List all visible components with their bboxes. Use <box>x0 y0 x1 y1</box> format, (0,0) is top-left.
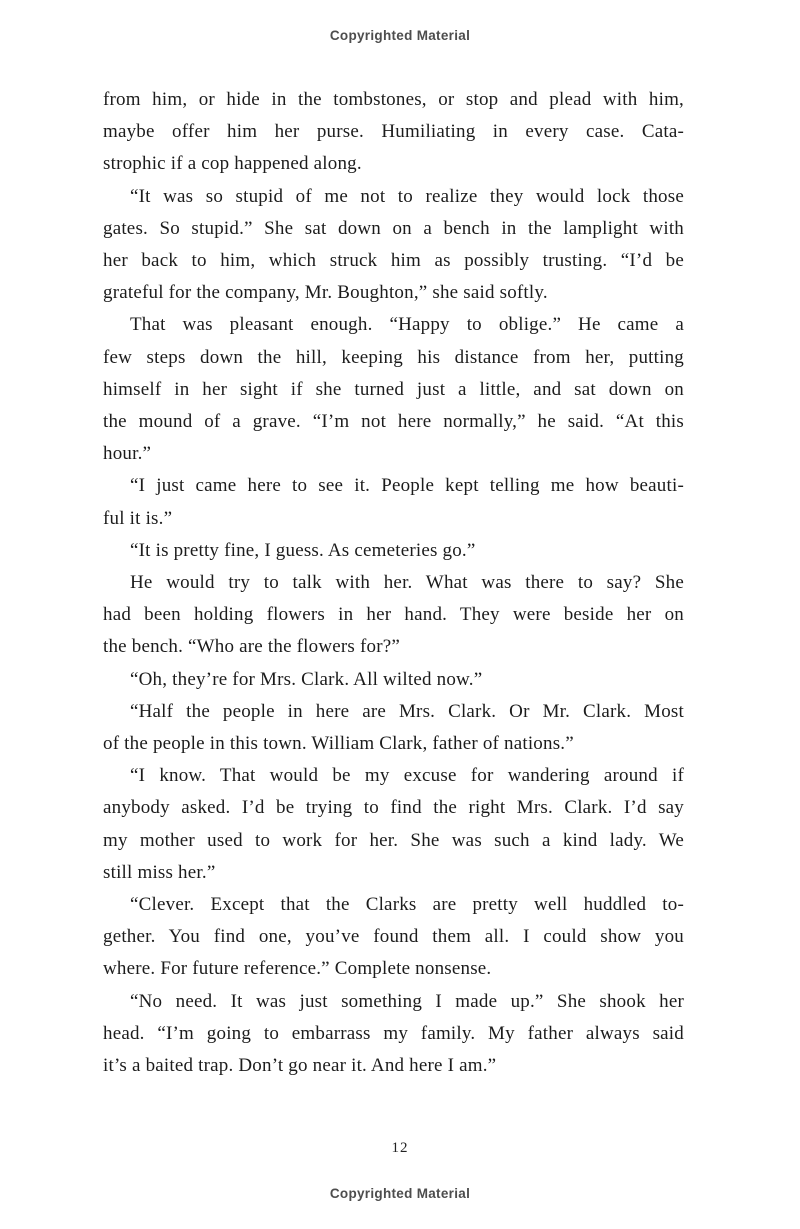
text-line: strophic if a cop happened along. <box>103 153 362 175</box>
text-line: He would try to talk with her. What was there to say? She <box>130 572 684 594</box>
text-line: my mother used to work for her. She was such a kind lady. We <box>103 829 684 851</box>
paragraph <box>103 664 684 696</box>
paragraph <box>103 535 684 567</box>
paragraph <box>103 567 684 664</box>
text-line: “I just came here to see it. People kept telling me how beauti- <box>130 475 684 497</box>
text-line: himself in her sight if she turned just a little, and sat down on <box>103 378 684 400</box>
text-line: gether. You find one, you’ve found them all. I could show you <box>103 926 684 948</box>
text-line: “It was so stupid of me not to realize they would lock those <box>130 185 684 207</box>
paragraph <box>103 470 684 534</box>
page-number: 12 <box>391 1140 409 1156</box>
text-line: still miss her.” <box>103 861 216 883</box>
text-line: “It is pretty fine, I guess. As cemeteries go.” <box>130 539 476 561</box>
paragraph <box>103 181 684 310</box>
copyright-watermark-bottom: Copyrighted Material <box>329 1186 471 1201</box>
text-line: grateful for the company, Mr. Boughton,” she said softly. <box>103 282 548 304</box>
text-line: where. For future reference.” Complete nonsense. <box>103 958 492 980</box>
text-line: “Clever. Except that the Clarks are pretty well huddled to- <box>130 894 684 916</box>
text-line: ful it is.” <box>103 507 173 529</box>
paragraph <box>103 84 684 181</box>
text-line: That was pleasant enough. “Happy to oblige.” He came a <box>130 314 684 336</box>
text-line: anybody asked. I’d be trying to find the right Mrs. Clark. I’d say <box>103 797 684 819</box>
text-line: her back to him, which struck him as possibly trusting. “I’d be <box>103 250 684 272</box>
text-line: “Half the people in here are Mrs. Clark. Or Mr. Clark. Most <box>130 700 684 722</box>
text-line: “I know. That would be my excuse for wandering around if <box>130 765 684 787</box>
copyright-watermark-top: Copyrighted Material <box>329 28 471 43</box>
text-line: had been holding flowers in her hand. They were beside her on <box>103 604 684 626</box>
text-line: the mound of a grave. “I’m not here normally,” he said. “At this <box>103 411 684 433</box>
text-line: few steps down the hill, keeping his distance from her, putting <box>103 346 684 368</box>
text-block <box>103 84 684 1082</box>
paragraph <box>103 309 684 470</box>
text-line: gates. So stupid.” She sat down on a bench in the lamplight with <box>103 217 684 239</box>
text-line: head. “I’m going to embarrass my family. My father always said <box>103 1022 684 1044</box>
text-line: it’s a baited trap. Don’t go near it. And here I am.” <box>103 1055 497 1077</box>
text-line: from him, or hide in the tombstones, or stop and plead with him, <box>103 89 684 110</box>
text-line: hour.” <box>103 443 152 465</box>
text-line: of the people in this town. William Clark, father of nations.” <box>103 733 574 755</box>
paragraph <box>103 986 684 1083</box>
text-line: the bench. “Who are the flowers for?” <box>103 636 401 658</box>
text-line: “Oh, they’re for Mrs. Clark. All wilted now.” <box>130 668 483 690</box>
paragraph <box>103 696 684 760</box>
text-line: maybe offer him her purse. Humiliating in every case. Cata- <box>103 121 684 143</box>
paragraph <box>103 760 684 889</box>
paragraph <box>103 889 684 986</box>
text-line: “No need. It was just something I made up.” She shook her <box>130 990 684 1012</box>
